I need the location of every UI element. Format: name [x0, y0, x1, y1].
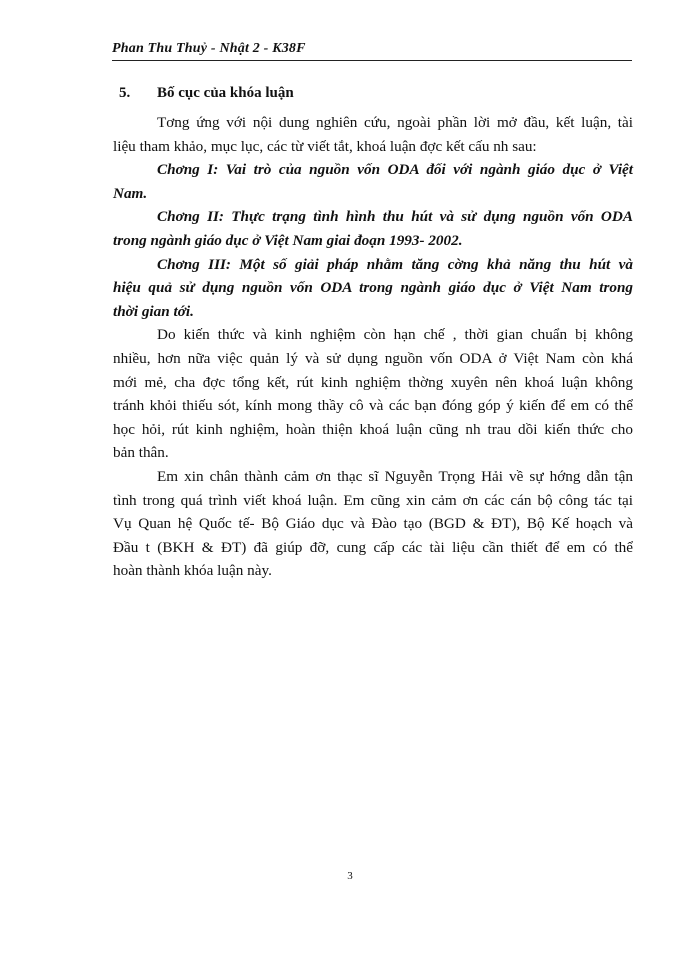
- text-line: mới mẻ, cha đợc tổng kết, rút kinh nghiệm thờng xuyên nên khoá luận không: [113, 373, 633, 391]
- text-line: trong ngành giáo dục ở Việt Nam giai đoạn 1993- 2002.: [113, 231, 463, 249]
- section-title: Bố cục của khóa luận: [157, 85, 294, 101]
- paragraph-limitations: [113, 323, 633, 465]
- text-line: thời gian tới.: [113, 302, 194, 320]
- header-author: Phan Thu Thuỷ - Nhật 2 - K38F: [112, 41, 306, 56]
- section-number: 5.: [119, 85, 131, 101]
- paragraph-intro: [113, 111, 633, 158]
- text-line: Do kiến thức và kinh nghiệm còn hạn chế , thời gian chuẩn bị không: [157, 326, 633, 344]
- text-line: tránh khỏi thiếu sót, kính mong thầy cô và các bạn đóng góp ý kiến để em có thể: [113, 397, 633, 415]
- running-header: [112, 40, 632, 61]
- text-line: Nam.: [113, 184, 148, 202]
- chapter-1-item: [113, 158, 633, 205]
- section-heading: [119, 85, 294, 102]
- text-line: Chơng III: Một số giải pháp nhằm tăng cờng khả năng thu hút và: [157, 255, 633, 273]
- text-line: tình trong quá trình viết khoá luận. Em cũng xin cảm ơn các cán bộ công tác tại: [113, 491, 633, 509]
- text-line: liệu tham khảo, mục lục, các từ viết tắt, khoá luận đợc kết cấu nh sau:: [113, 137, 537, 155]
- text-line: Em xin chân thành cảm ơn thạc sĩ Nguyễn Trọng Hải về sự hớng dẫn tận: [157, 467, 633, 485]
- paragraph-thanks: [113, 465, 633, 583]
- text-line: học hỏi, rút kinh nghiệm, hoàn thiện khoá luận cũng nh trau dồi kiến thức cho: [113, 420, 633, 438]
- page-number: 3: [347, 870, 353, 882]
- chapter-2-item: [113, 205, 633, 252]
- text-line: bản thân.: [113, 444, 169, 462]
- text-line: Vụ Quan hệ Quốc tế- Bộ Giáo dục và Đào tạo (BGD & ĐT), Bộ Kế hoạch và: [113, 515, 633, 533]
- text-line: Chơng I: Vai trò của nguồn vốn ODA đối với ngành giáo dục ở Việt: [157, 161, 633, 179]
- chapter-3-item: [113, 253, 633, 324]
- text-line: Đầu t (BKH & ĐT) đã giúp đỡ, cung cấp các tài liệu cần thiết để em có thể: [113, 538, 633, 556]
- text-line: Tơng ứng với nội dung nghiên cứu, ngoài phần lời mở đầu, kết luận, tài: [157, 114, 633, 131]
- text-line: hoàn thành khóa luận này.: [113, 562, 272, 580]
- text-line: nhiều, hơn nữa việc quản lý và sử dụng nguồn vốn ODA ở Việt Nam còn khá: [113, 349, 633, 367]
- text-line: Chơng II: Thực trạng tình hình thu hút và sử dụng nguồn vốn ODA: [157, 208, 633, 226]
- text-line: hiệu quả sử dụng nguồn vốn ODA trong ngành giáo dục ở Việt Nam trong: [113, 279, 633, 297]
- body-text: [113, 111, 633, 583]
